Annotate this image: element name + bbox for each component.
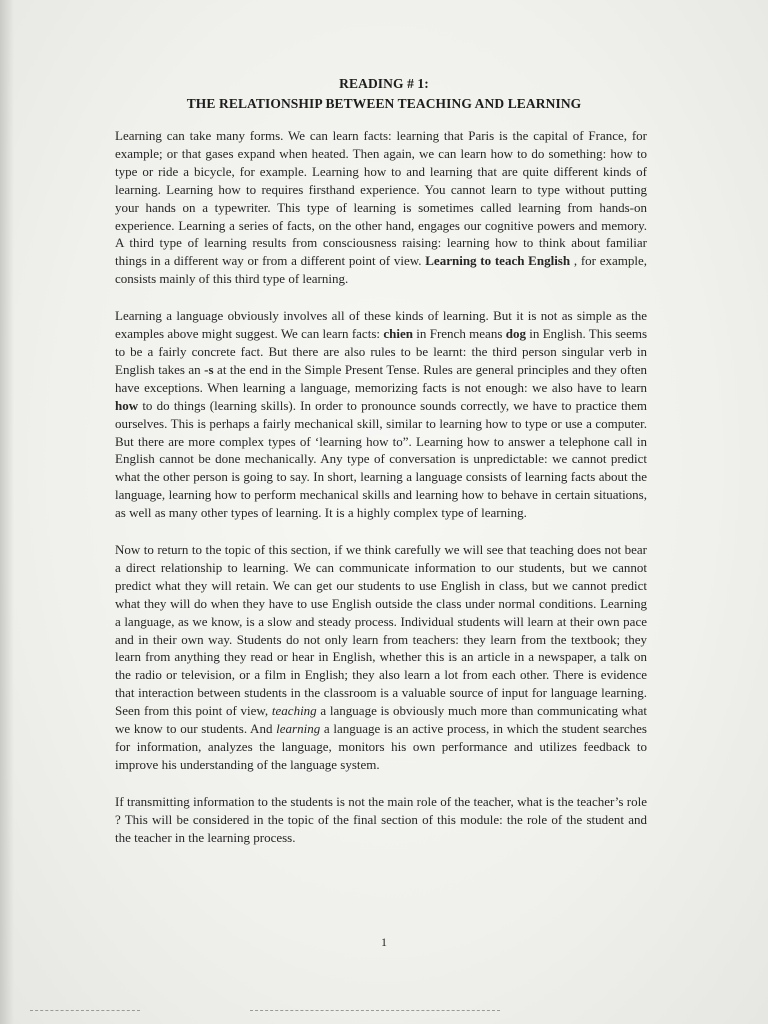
paragraph	[115, 541, 647, 774]
text-run: a language is an active process, in which the student searches for information, analyzes the language, monitors his own performance and utilizes feedback to improve his understanding of the language system.	[115, 721, 647, 772]
scan-artifact-line	[30, 1010, 140, 1012]
text-run: Now to return to the topic of this section, if we think carefully we will see that teaching does not bear a direct relationship to learning. We can communicate information to our students, but we cannot predict what they will retain. We can get our students to use English in class, but we cannot predict what they will do when they have to use English outside the class under normal conditions. Learning a language, as we know, is a slow and steady process. Individual students will learn at their own pace and in their own way. Students do not only learn from teachers: they learn from the textbook; they learn from anything they read or hear in English, whether this is an article in a newspaper, a talk on the radio or television, or a film in English; they also learn a lot from each other. There is evidence that interaction between students in the classroom is a valuable source of input for language learning. Seen from this point of view,	[115, 542, 647, 719]
italic-text: teaching	[271, 703, 317, 719]
document-title	[0, 74, 768, 114]
document-body	[115, 127, 647, 866]
bold-text: dog	[505, 326, 526, 342]
paragraph	[115, 127, 647, 288]
reading-title-heading: THE RELATIONSHIP BETWEEN TEACHING AND LEARNING	[186, 96, 582, 111]
text-run: Learning can take many forms. We can learn facts: learning that Paris is the capital of France, for example; or that gases expand when heated. Then again, we can learn how to do something: how to type or ride a bicycle, for example. Learning how to and learning that are quite different kinds of learning. Learning how to requires firsthand experience. You cannot learn to type without putting your hands on a typewriter. This type of learning is sometimes called learning from hands-on experience. Learning a series of facts, on the other hand, engages our cognitive powers and memory. A third type of learning results from consciousness raising: learning how to think about familiar things in a different way or from a different point of view.	[115, 128, 647, 269]
text-run: , for example, consists mainly of this third type of learning.	[115, 253, 647, 287]
bold-text: how	[115, 397, 139, 413]
page-number: 1	[381, 935, 387, 949]
reading-number-heading: READING # 1:	[339, 76, 429, 91]
paragraph	[115, 793, 647, 847]
text-run: Learning a language obviously involves all of these kinds of learning. But it is not as simple as the examples above might suggest. We can learn facts:	[115, 308, 647, 342]
bold-text: -s	[204, 361, 214, 377]
italic-text: learning	[276, 721, 321, 737]
text-run: a language is obviously much more than communicating what we know to our students. And	[115, 703, 647, 737]
bold-text: Learning to teach English	[425, 253, 571, 269]
text-run: at the end in the Simple Present Tense. Rules are general principles and they often have exceptions. When learning a language, memorizing facts is not enough: we also have to learn	[115, 361, 647, 395]
scan-artifact-line	[250, 1010, 500, 1012]
scan-shadow-edge	[0, 0, 14, 1024]
bold-text: chien	[383, 326, 413, 342]
text-run: If transmitting information to the students is not the main role of the teacher, what is the teacher’s role ? This will be considered in the topic of the final section of this module: the role of the student and the teacher in the learning process.	[115, 793, 647, 845]
text-run: in French means	[412, 326, 506, 342]
text-run: to do things (learning skills). In order to pronounce sounds correctly, we have to practice them ourselves. This is perhaps a fairly mechanical skill, similar to learning how to type or use a computer. But there are more complex types of ‘learning how to”. Learning how to answer a telephone call in English cannot be done mechanically. Any type of conversation is unpredictable: we cannot predict what the other person is going to say. In short, learning a language consists of learning facts about the language, learning how to perform mechanical skills and learning how to behave in certain situations, as well as many other types of learning. It is a highly complex type of learning.	[115, 397, 647, 521]
paragraph	[115, 307, 647, 522]
text-run: in English. This seems to be a fairly concrete fact. But there are also rules to be learnt: the third person singular verb in English takes an	[115, 326, 648, 377]
